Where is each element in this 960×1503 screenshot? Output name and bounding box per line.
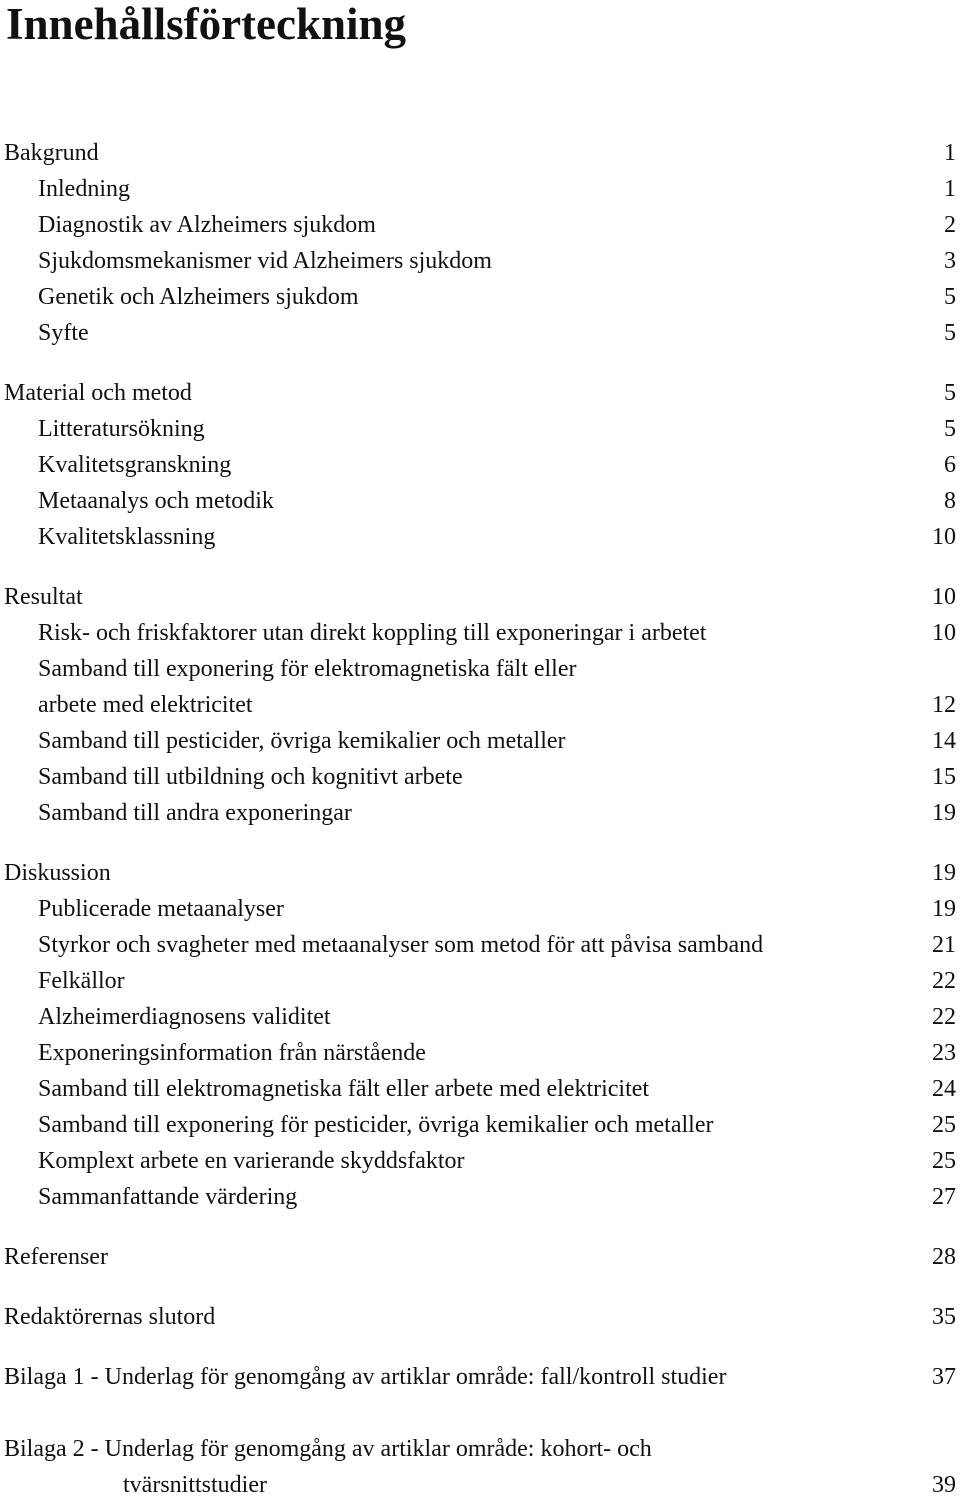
toc-entry-page: 10 xyxy=(932,584,956,610)
toc-entry-page: 19 xyxy=(932,800,956,826)
toc-entry-page: 22 xyxy=(932,968,956,994)
toc-entry-page: 39 xyxy=(932,1472,956,1498)
toc-entry-label: tvärsnittstudier xyxy=(123,1472,267,1498)
page-title: Innehållsförteckning xyxy=(6,0,407,49)
toc-entry[interactable] xyxy=(0,615,960,651)
toc-entry-label: Material och metod xyxy=(4,380,192,406)
toc-entry-label: Diagnostik av Alzheimers sjukdom xyxy=(38,212,376,238)
toc-entry[interactable] xyxy=(0,411,960,447)
toc-entry-label: Syfte xyxy=(38,320,89,346)
toc-entry-page: 22 xyxy=(932,1004,956,1030)
toc-entry-page: 10 xyxy=(932,620,956,646)
toc-entry[interactable] xyxy=(0,1467,960,1503)
toc-entry-page: 23 xyxy=(932,1040,956,1066)
toc-entry-label: Samband till pesticider, övriga kemikalier och metaller xyxy=(38,728,566,754)
toc-entry[interactable] xyxy=(0,723,960,759)
toc-entry[interactable] xyxy=(0,1359,960,1395)
toc-entry-page: 25 xyxy=(932,1148,956,1174)
toc-entry[interactable] xyxy=(0,1299,960,1335)
toc-entry-label: Bilaga 1 - Underlag för genomgång av artiklar område: fall/kontroll studier xyxy=(4,1364,727,1390)
toc-entry-page: 8 xyxy=(944,488,956,514)
toc-entry-page: 10 xyxy=(932,524,956,550)
toc-entry-page: 5 xyxy=(944,320,956,346)
toc-entry-label: Referenser xyxy=(4,1244,108,1270)
toc-entry-label: arbete med elektricitet xyxy=(38,692,253,718)
toc-entry-label: Samband till utbildning och kognitivt arbete xyxy=(38,764,463,790)
toc-entry-page: 5 xyxy=(944,284,956,310)
toc-entry-label: Komplext arbete en varierande skyddsfaktor xyxy=(38,1148,465,1174)
toc-entry[interactable] xyxy=(0,759,960,795)
toc-entry-page: 19 xyxy=(932,860,956,886)
toc-entry[interactable] xyxy=(0,1239,960,1275)
toc-entry-page: 12 xyxy=(932,692,956,718)
toc-entry-page: 28 xyxy=(932,1244,956,1270)
toc-entry[interactable] xyxy=(0,519,960,555)
toc-entry-label: Publicerade metaanalyser xyxy=(38,896,284,922)
toc-entry-label: Resultat xyxy=(4,584,83,610)
toc-entry[interactable] xyxy=(0,579,960,615)
toc-entry[interactable] xyxy=(0,795,960,831)
toc-entry[interactable] xyxy=(0,447,960,483)
toc-entry[interactable] xyxy=(0,1107,960,1143)
toc-entry[interactable] xyxy=(0,1431,960,1467)
toc-entry-label: Genetik och Alzheimers sjukdom xyxy=(38,284,359,310)
toc-entry-label: Redaktörernas slutord xyxy=(4,1304,216,1330)
toc-entry[interactable] xyxy=(0,1035,960,1071)
toc-entry-page: 5 xyxy=(944,380,956,406)
toc-entry-page: 5 xyxy=(944,416,956,442)
toc-entry[interactable] xyxy=(0,171,960,207)
toc-entry[interactable] xyxy=(0,483,960,519)
toc-entry-page: 25 xyxy=(932,1112,956,1138)
toc-entry-page: 3 xyxy=(944,248,956,274)
toc-entry-label: Inledning xyxy=(38,176,130,202)
toc-entry-label: Kvalitetsgranskning xyxy=(38,452,232,478)
toc-entry-label: Litteratursökning xyxy=(38,416,205,442)
toc-entry-label: Styrkor och svagheter med metaanalyser som metod för att påvisa samband xyxy=(38,932,764,958)
toc-entry[interactable] xyxy=(0,243,960,279)
toc-entry-label: Samband till elektromagnetiska fält eller arbete med elektricitet xyxy=(38,1076,650,1102)
toc-entry-page: 14 xyxy=(932,728,956,754)
toc-entry[interactable] xyxy=(0,1071,960,1107)
toc-entry[interactable] xyxy=(0,1179,960,1215)
toc-entry-label: Samband till exponering för pesticider, övriga kemikalier och metaller xyxy=(38,1112,714,1138)
toc-entry[interactable] xyxy=(0,891,960,927)
toc-entry[interactable] xyxy=(0,963,960,999)
toc-entry-label: Sjukdomsmekanismer vid Alzheimers sjukdom xyxy=(38,248,492,274)
toc-entry-page: 21 xyxy=(932,932,956,958)
toc-entry[interactable] xyxy=(0,207,960,243)
toc-entry[interactable] xyxy=(0,999,960,1035)
toc-entry-page: 2 xyxy=(944,212,956,238)
toc-entry-label: Sammanfattande värdering xyxy=(38,1184,298,1210)
toc-entry-page: 6 xyxy=(944,452,956,478)
toc-entry-page: 19 xyxy=(932,896,956,922)
toc-entry[interactable] xyxy=(0,375,960,411)
toc-entry[interactable] xyxy=(0,315,960,351)
toc-entry[interactable] xyxy=(0,651,960,687)
toc-entry-page: 1 xyxy=(944,140,956,166)
toc-entry-label: Metaanalys och metodik xyxy=(38,488,274,514)
toc-entry[interactable] xyxy=(0,279,960,315)
toc-entry-label: Exponeringsinformation från närstående xyxy=(38,1040,426,1066)
toc-entry-label: Felkällor xyxy=(38,968,125,994)
toc-entry-label: Diskussion xyxy=(4,860,111,886)
toc-entry[interactable] xyxy=(0,135,960,171)
toc-entry-label: Samband till exponering för elektromagnetiska fält eller xyxy=(38,656,577,682)
toc-entry-page: 15 xyxy=(932,764,956,790)
toc-entry[interactable] xyxy=(0,855,960,891)
toc-entry-label: Risk- och friskfaktorer utan direkt koppling till exponeringar i arbetet xyxy=(38,620,707,646)
toc-entry-label: Samband till andra exponeringar xyxy=(38,800,352,826)
toc-entry[interactable] xyxy=(0,687,960,723)
toc-entry[interactable] xyxy=(0,1143,960,1179)
toc-entry-page: 24 xyxy=(932,1076,956,1102)
toc-entry-label: Alzheimerdiagnosens validitet xyxy=(38,1004,331,1030)
toc-entry-label: Bakgrund xyxy=(4,140,99,166)
toc-entry-page: 37 xyxy=(932,1364,956,1390)
toc-entry-page: 27 xyxy=(932,1184,956,1210)
toc-entry-label: Kvalitetsklassning xyxy=(38,524,216,550)
toc-entry-page: 1 xyxy=(944,176,956,202)
toc-entry-label: Bilaga 2 - Underlag för genomgång av artiklar område: kohort- och xyxy=(4,1436,652,1462)
toc-entry-page: 35 xyxy=(932,1304,956,1330)
toc-entry[interactable] xyxy=(0,927,960,963)
